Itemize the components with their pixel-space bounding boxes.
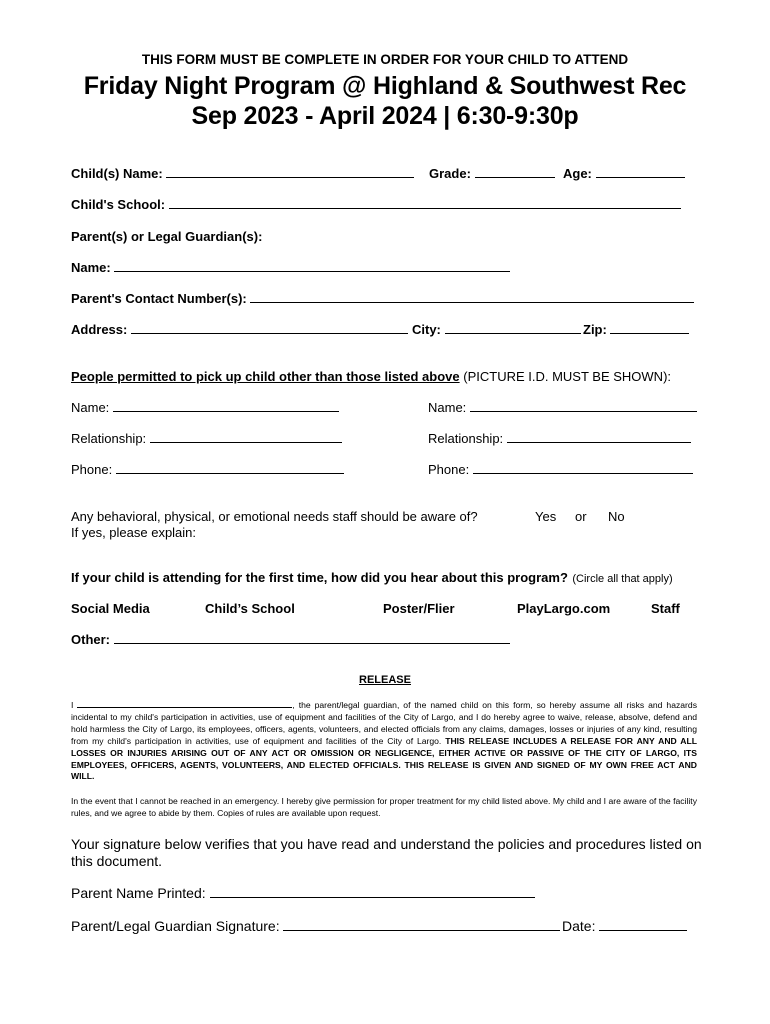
source-option-social-media[interactable]: Social Media	[71, 601, 150, 616]
source-option-poster-flier[interactable]: Poster/Flier	[383, 601, 455, 616]
address-label: Address:	[71, 322, 128, 337]
pickup-relationship-1-label: Relationship:	[71, 431, 147, 446]
pickup-heading-row	[71, 369, 671, 384]
pickup-name-2[interactable]	[428, 400, 697, 415]
signature-date-label: Date:	[562, 918, 596, 934]
grade-line[interactable]	[475, 166, 555, 178]
pickup-relationship-2-line[interactable]	[507, 431, 691, 443]
contact-label: Parent's Contact Number(s):	[71, 291, 247, 306]
parent-name-printed-field[interactable]	[71, 885, 535, 901]
contact-field[interactable]	[71, 291, 694, 306]
pickup-name-1[interactable]	[71, 400, 339, 415]
source-option-playlargo[interactable]: PlayLargo.com	[517, 601, 611, 616]
age-field[interactable]	[563, 166, 685, 181]
pickup-relationship-2[interactable]	[428, 431, 691, 446]
parent-name-field[interactable]	[71, 260, 510, 275]
address-line[interactable]	[131, 322, 408, 334]
emergency-paragraph: In the event that I cannot be reached in an emergency. I hereby give permission for proper treatment for my child listed above. My child and I are aware of the facility rules, and we agree to abide by them. Copies of rules are available upon request.	[71, 796, 697, 818]
source-question: If your child is attending for the first time, how did you hear about this program?	[71, 570, 568, 585]
zip-line[interactable]	[610, 322, 689, 334]
age-label: Age:	[563, 166, 592, 181]
pickup-name-2-label: Name:	[428, 400, 467, 415]
program-title: Friday Night Program @ Highland & Southwest Rec	[83, 72, 687, 100]
zip-field[interactable]	[583, 322, 689, 337]
child-name-field[interactable]	[71, 166, 414, 181]
child-name-line[interactable]	[166, 166, 414, 178]
source-hint: (Circle all that apply)	[572, 573, 673, 585]
release-paragraph	[71, 700, 697, 783]
city-field[interactable]	[412, 322, 581, 337]
grade-label: Grade:	[429, 166, 471, 181]
pickup-phone-2-line[interactable]	[473, 462, 693, 474]
parent-name-line[interactable]	[114, 260, 510, 272]
source-other-field[interactable]	[71, 632, 510, 647]
source-option-childs-school[interactable]: Child’s School	[205, 601, 295, 616]
pickup-relationship-1-line[interactable]	[150, 431, 342, 443]
pickup-heading: People permitted to pick up child other than those listed above	[71, 369, 460, 384]
parents-heading: Parent(s) or Legal Guardian(s):	[71, 229, 263, 244]
program-dates: Sep 2023 - April 2024 | 6:30-9:30p	[191, 102, 579, 130]
grade-field[interactable]	[429, 166, 555, 181]
release-name-line[interactable]	[77, 700, 292, 708]
needs-question: Any behavioral, physical, or emotional needs staff should be aware of?	[71, 509, 478, 524]
pickup-relationship-2-label: Relationship:	[428, 431, 504, 446]
child-name-label: Child(s) Name:	[71, 166, 163, 181]
signature-date-line[interactable]	[599, 919, 687, 931]
source-question-row	[71, 569, 673, 587]
contact-line[interactable]	[250, 291, 694, 303]
needs-no[interactable]: No	[608, 509, 625, 524]
pickup-name-2-line[interactable]	[470, 400, 697, 412]
age-line[interactable]	[596, 166, 685, 178]
pickup-phone-1-line[interactable]	[116, 462, 344, 474]
guardian-signature-field[interactable]	[71, 918, 560, 934]
parent-name-printed-label: Parent Name Printed:	[71, 885, 206, 901]
pickup-phone-1[interactable]	[71, 462, 344, 477]
address-field[interactable]	[71, 322, 408, 337]
form-notice: THIS FORM MUST BE COMPLETE IN ORDER FOR YOUR CHILD TO ATTEND	[141, 52, 629, 67]
signature-date-field[interactable]	[562, 918, 687, 934]
pickup-name-1-line[interactable]	[113, 400, 339, 412]
parent-name-printed-line[interactable]	[210, 886, 535, 898]
source-option-staff[interactable]: Staff	[651, 601, 680, 616]
source-other-line[interactable]	[114, 632, 510, 644]
child-school-field[interactable]	[71, 197, 681, 212]
guardian-signature-label: Parent/Legal Guardian Signature:	[71, 918, 280, 934]
zip-label: Zip:	[583, 322, 607, 337]
needs-yes[interactable]: Yes	[535, 509, 557, 524]
release-text: , the parent/legal guardian, of the named child on this form, so hereby assume all risks and hazards incidental to my child's participation in activities, use of equipment and facilities of the City of Largo, and I do hereby agree to waive, release, absolve, defend and hold harmless the City of Largo, its employees, officers, agents, volunteers, and elected officials from any claims, damages, losses or injuries of any kind, resulting from my child's participation in activities, use of equipment and facilities of the City of Largo.	[71, 700, 697, 746]
signature-statement: Your signature below verifies that you have read and understand the policies and procedures listed on this document.	[71, 836, 702, 869]
pickup-name-1-label: Name:	[71, 400, 110, 415]
guardian-signature-line[interactable]	[283, 919, 560, 931]
pickup-note: (PICTURE I.D. MUST BE SHOWN):	[463, 369, 672, 384]
pickup-phone-2-label: Phone:	[428, 462, 470, 477]
child-school-label: Child's School:	[71, 197, 166, 212]
pickup-relationship-1[interactable]	[71, 431, 342, 446]
source-other-label: Other:	[71, 632, 110, 647]
needs-or: or	[575, 509, 587, 524]
release-i: I	[71, 700, 74, 710]
needs-explain: If yes, please explain:	[71, 525, 197, 540]
release-title: RELEASE	[359, 674, 411, 686]
city-line[interactable]	[445, 322, 581, 334]
city-label: City:	[412, 322, 441, 337]
child-school-line[interactable]	[169, 197, 681, 209]
pickup-phone-2[interactable]	[428, 462, 693, 477]
parent-name-label: Name:	[71, 260, 111, 275]
pickup-phone-1-label: Phone:	[71, 462, 113, 477]
release-bold-text: THIS RELEASE INCLUDES A RELEASE FOR ANY AND ALL LOSSES OR INJURIES ARISING OUT OF ANY ACT OR OMISSION OR NEGLIGENCE, EITHER ACTIVE OR PASSIVE OF THE CITY OF LARGO, ITS EMPLOYEES, OFFICERS, AGENTS, VOLUNTEERS, AND ELECTED OFFICIALS. THIS RELEASE IS GIVEN AND SIGNED OF MY OWN FREE ACT AND WILL.	[71, 735, 697, 782]
